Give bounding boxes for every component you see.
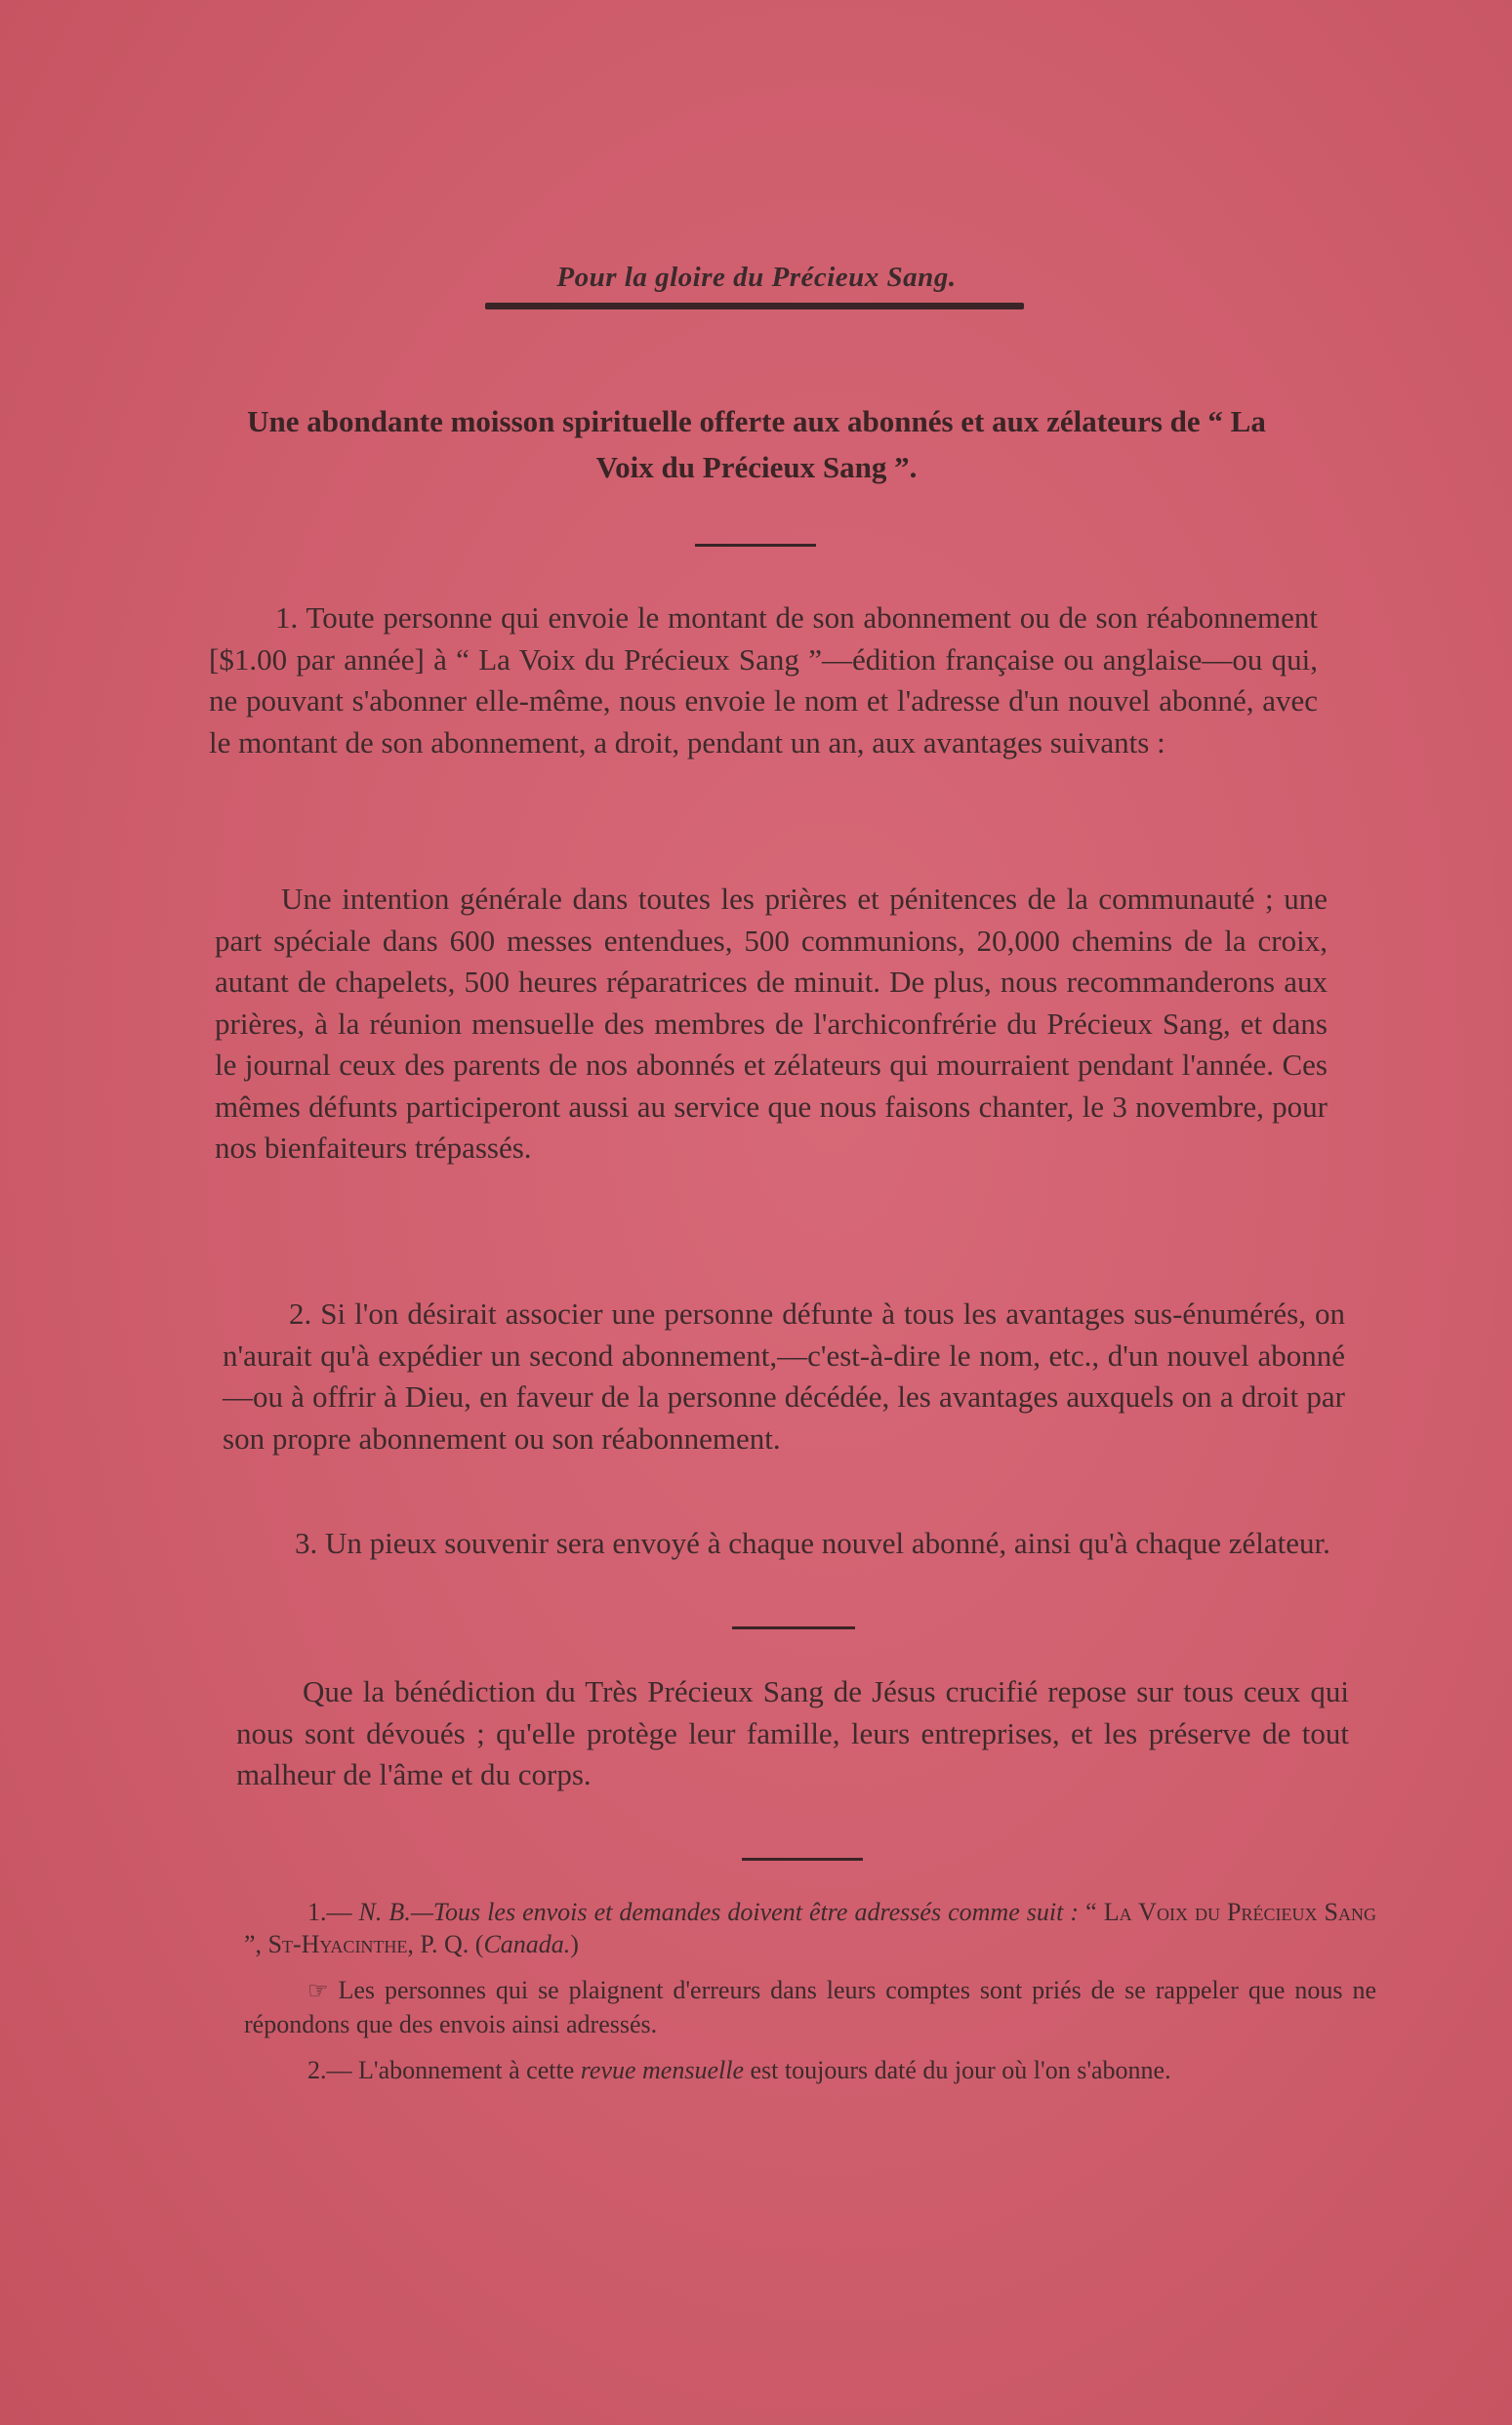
paragraph-2: Une intention générale dans toutes les prières et pénitences de la communauté ; une part spéciale dans 600 messes entendues, 500 communions, 20,000 chemins de la croix, autant de chapelets, 500 heures réparatrices de minuit. De plus, nous recommanderons aux prières, à la réunion mensuelle des membres de l'archiconfrérie du Précieux Sang, et dans le journal ceux des parents de nos abonnés et zélateurs qui mourraient pendant l'année. Ces mêmes défunts participeront aussi au service que nous faisons chanter, le 3 novembre, pour nos bienfaiteurs trépassés. [215, 882, 1328, 1165]
note-1-number: 1.— [307, 1898, 352, 1926]
note-3-text-end: est toujours daté du jour où l'on s'abonne. [750, 2056, 1171, 2084]
divider-rule [695, 544, 816, 547]
note-3-italic: revue mensuelle [580, 2056, 744, 2084]
note-1-province: P. Q. ( [420, 1930, 484, 1958]
running-head-rule [485, 303, 1024, 309]
paragraph-3: 2. Si l'on désirait associer une personne défunte à tous les avantages sus-énumérés, on n'aurait qu'à expédier un second abonnement,—c'est-à-dire le nom, etc., d'un nouvel abonné—ou à offrir à Dieu, en faveur de la personne décédée, les avantages auxquels on a droit par son propre abonnement ou son réabonnement. [223, 1296, 1345, 1456]
note-2 [244, 1974, 1376, 2040]
note-1-italic: N. B.—Tous les envois et demandes doivent être adressés comme suit : [358, 1898, 1080, 1926]
paragraph-1: 1. Toute personne qui envoie le montant de son abonnement ou de son réabonnement [$1.00 par année] à “ La Voix du Précieux Sang ”—édition française ou anglaise—ou qui, ne pouvant s'abonner elle-même, nous envoie le nom et l'adresse d'un nouvel abonné, avec le montant de son abonnement, a droit, pendant un an, aux avantages suivants : [209, 600, 1318, 760]
note-1-address: “ La Voix du Précieux Sang ”, St-Hyacinthe, [244, 1898, 1376, 1958]
article-title: Une abondante moisson spirituelle offerte aux abonnés et aux zélateurs de “ La Voix du Précieux Sang ”. [247, 404, 1266, 484]
closing-blessing: Que la bénédiction du Très Précieux Sang de Jésus crucifié repose sur tous ceux qui nous sont dévoués ; qu'elle protège leur famille, leurs entreprises, et les préserve de tout malheur de l'âme et du corps. [236, 1674, 1349, 1791]
divider-rule [732, 1626, 855, 1629]
footnotes [244, 1896, 1376, 2100]
divider-rule [742, 1858, 863, 1861]
note-1 [244, 1896, 1376, 1960]
pointing-hand-icon: ☞ [307, 1979, 329, 2004]
note-3 [244, 2054, 1376, 2086]
note-3-text-start: 2.— L'abonnement à cette [307, 2056, 575, 2084]
note-2-text: Les personnes qui se plaignent d'erreurs dans leurs comptes sont priés de se rappeler que nous ne répondons que des envois ainsi adressés. [244, 1976, 1376, 2038]
running-head: Pour la gloire du Précieux Sang. [556, 262, 957, 293]
paragraph-4: 3. Un pieux souvenir sera envoyé à chaque nouvel abonné, ainsi qu'à chaque zélateur. [295, 1526, 1330, 1560]
note-1-close: ) [570, 1930, 579, 1958]
note-1-country: Canada. [483, 1930, 571, 1958]
